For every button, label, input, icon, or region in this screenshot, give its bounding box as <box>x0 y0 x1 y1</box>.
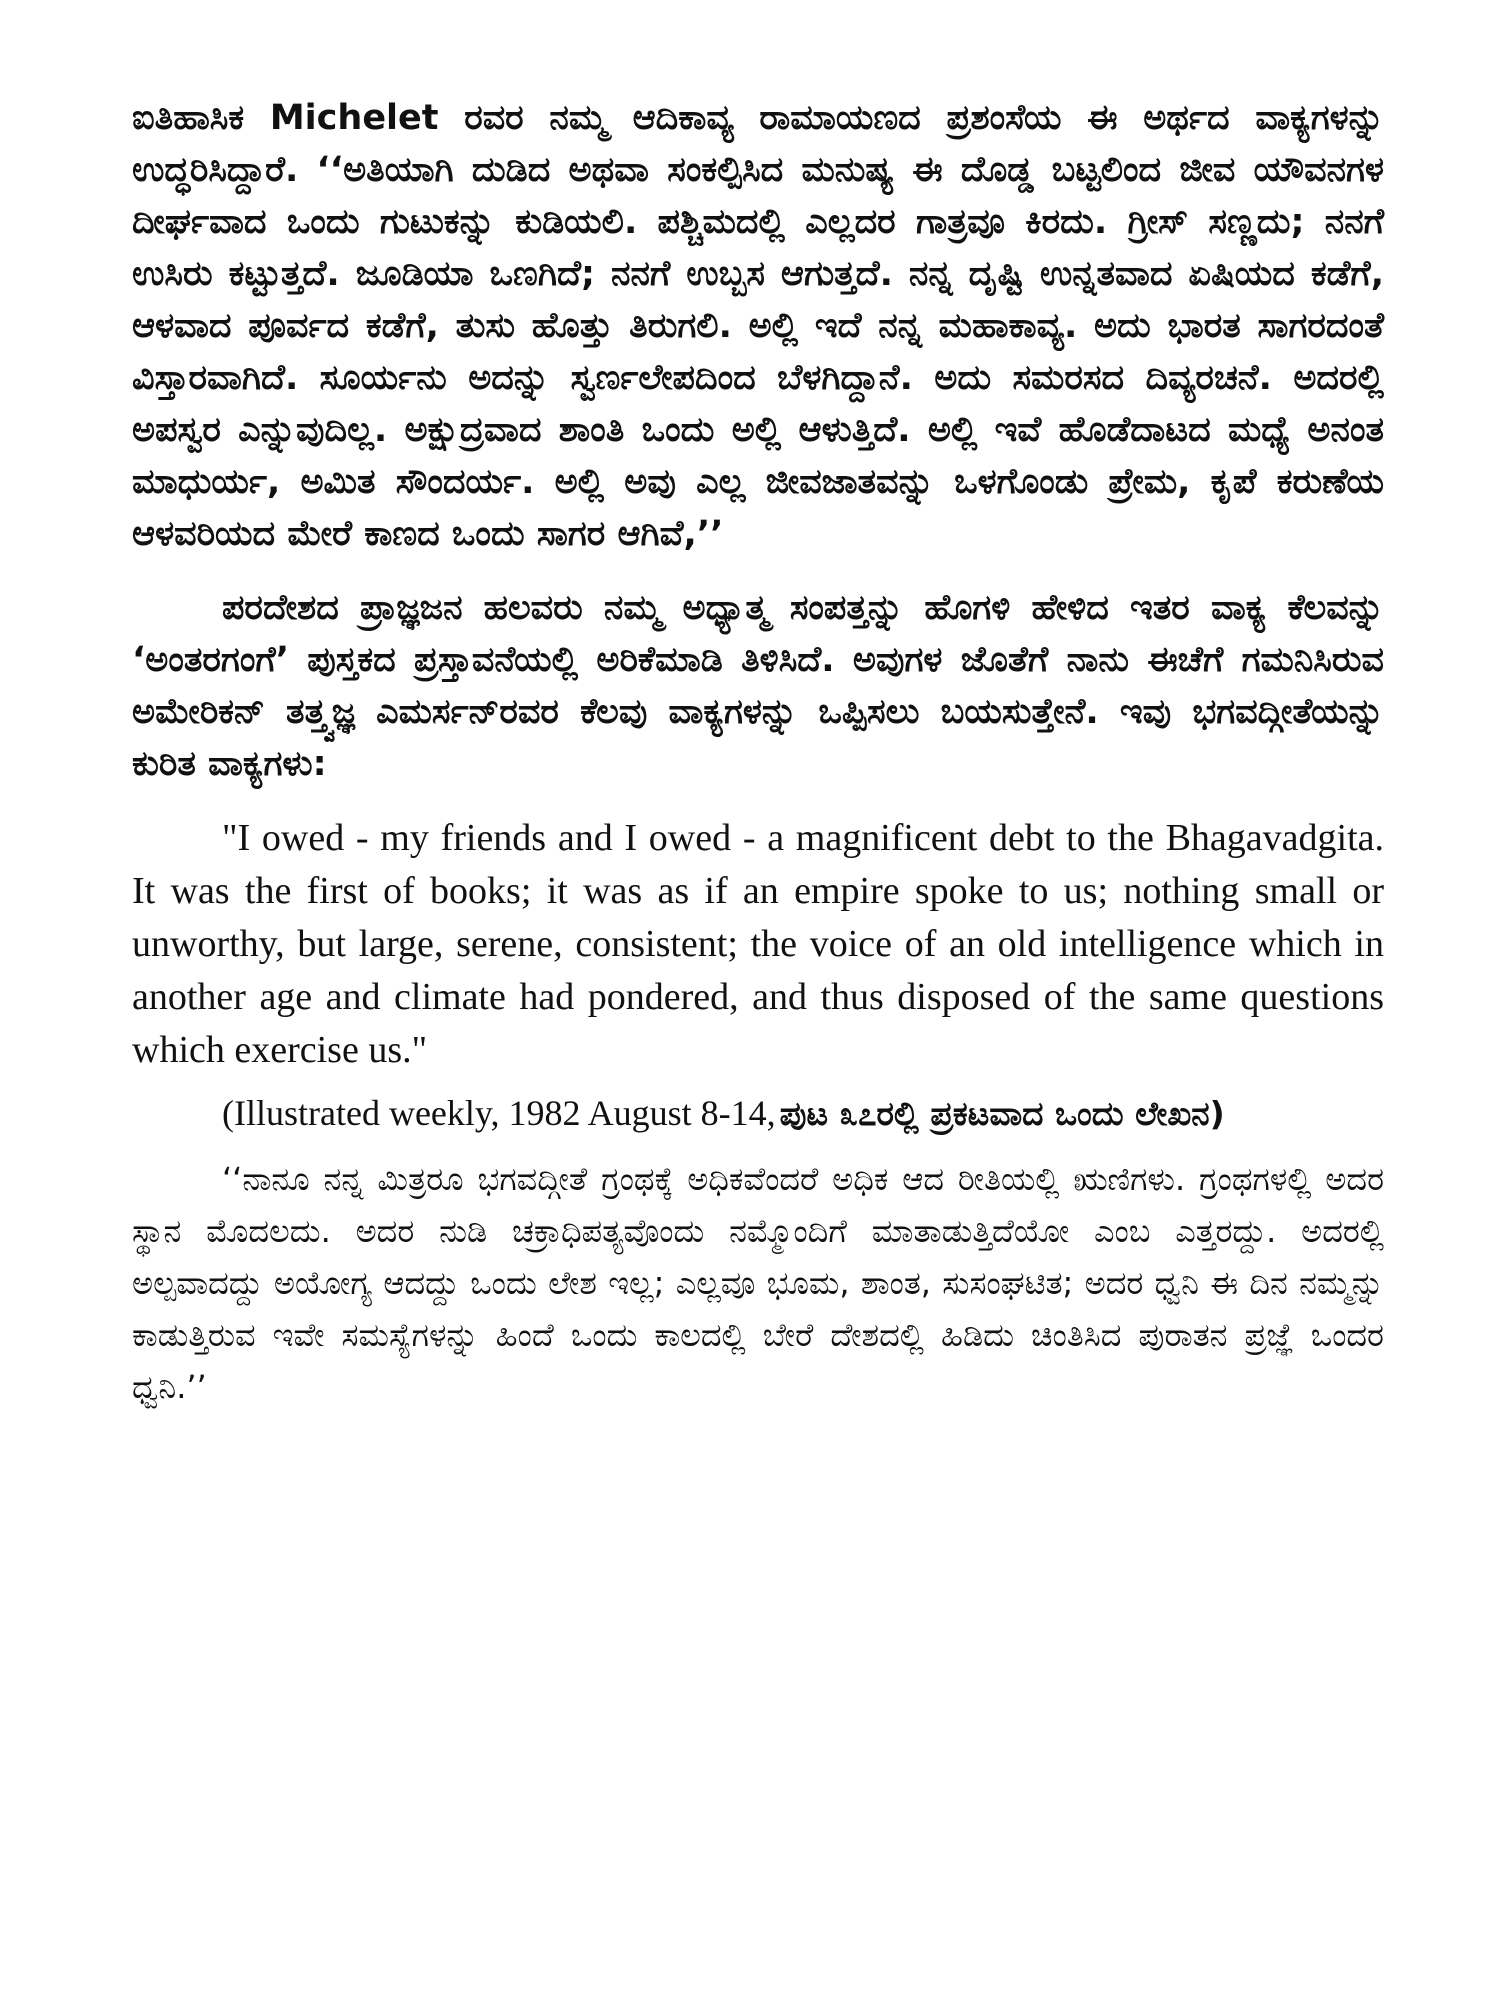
citation-source-english: (Illustrated weekly, 1982 August 8-14, <box>222 1093 776 1133</box>
paragraph-emerson-english-quote: "I owed - my friends and I owed - a magnificent debt to the Bhagavadgita. It was the first of books; it was as if an empire spoke to us; nothing small or unworthy, but large, serene, consistent; the voice of an old intelligence which in another age and climate had pondered, and thus disposed of the same questions which exercise us." <box>132 817 1384 1071</box>
citation-line <box>132 1087 1384 1147</box>
paragraph-michelet-quote: ಐತಿಹಾಸಿಕ Michelet ರವರ ನಮ್ಮ ಆದಿಕಾವ್ಯ ರಾಮಾಯಣದ ಪ್ರಶಂಸೆಯ ಈ ಅರ್ಥದ ವಾಕ್ಯಗಳನ್ನು ಉದ್ಧರಿಸಿದ್ದಾರೆ. ‘‘ಅತಿಯಾಗಿ ದುಡಿದ ಅಥವಾ ಸಂಕಲ್ಪಿಸಿದ ಮನುಷ್ಯ ಈ ದೊಡ್ಡ ಬಟ್ಟಲಿಂದ ಜೀವ ಯೌವನಗಳ ದೀರ್ಘವಾದ ಒಂದು ಗುಟುಕನ್ನು ಕುಡಿಯಲಿ. ಪಶ್ಚಿಮದಲ್ಲಿ ಎಲ್ಲದರ ಗಾತ್ರವೂ ಕಿರದು. ಗ್ರೀಸ್ ಸಣ್ಣದು; ನನಗೆ ಉಸಿರು ಕಟ್ಟುತ್ತದೆ. ಜೂಡಿಯಾ ಒಣಗಿದೆ; ನನಗೆ ಉಬ್ಬಸ ಆಗುತ್ತದೆ. ನನ್ನ ದೃಷ್ಟಿ ಉನ್ನತವಾದ ಏಷಿಯದ ಕಡೆಗೆ, ಆಳವಾದ ಪೂರ್ವದ ಕಡೆಗೆ, ತುಸು ಹೊತ್ತು ತಿರುಗಲಿ. ಅಲ್ಲಿ ಇದೆ ನನ್ನ ಮಹಾಕಾವ್ಯ. ಅದು ಭಾರತ ಸಾಗರದಂತೆ ವಿಸ್ತಾರವಾಗಿದೆ. ಸೂರ್ಯನು ಅದನ್ನು ಸ್ವರ್ಣಲೇಪದಿಂದ ಬೆಳಗಿದ್ದಾನೆ. ಅದು ಸಮರಸದ ದಿವ್ಯರಚನೆ. ಅದರಲ್ಲಿ ಅಪಸ್ವರ ಎನ್ನುವುದಿಲ್ಲ. ಅಕ್ಷುದ್ರವಾದ ಶಾಂತಿ ಒಂದು ಅಲ್ಲಿ ಆಳುತ್ತಿದೆ. ಅಲ್ಲಿ ಇವೆ ಹೊಡೆದಾಟದ ಮಧ್ಯೆ ಅನಂತ ಮಾಧುರ್ಯ, ಅಮಿತ ಸೌಂದರ್ಯ. ಅಲ್ಲಿ ಅವು ಎಲ್ಲ ಜೀವಜಾತವನ್ನು ಒಳಗೊಂಡು ಪ್ರೇಮ, ಕೃಪೆ ಕರುಣೆಯ ಆಳವರಿಯದ ಮೇರೆ ಕಾಣದ ಒಂದು ಸಾಗರ ಆಗಿವೆ,’’ <box>132 98 1384 554</box>
paragraph-emerson-kannada-translation: ‘‘ನಾನೂ ನನ್ನ ಮಿತ್ರರೂ ಭಗವದ್ಗೀತೆ ಗ್ರಂಥಕ್ಕೆ ಅಧಿಕವೆಂದರೆ ಅಧಿಕ ಆದ ರೀತಿಯಲ್ಲಿ ಋಣಿಗಳು. ಗ್ರಂಥಗಳಲ್ಲಿ ಅದರ ಸ್ಥಾನ ಮೊದಲದು. ಅದರ ನುಡಿ ಚಕ್ರಾಧಿಪತ್ಯವೊಂದು ನಮ್ಮೊಂದಿಗೆ ಮಾತಾಡುತ್ತಿದೆಯೋ ಎಂಬ ಎತ್ತರದ್ದು. ಅದರಲ್ಲಿ ಅಲ್ಪವಾದದ್ದು ಅಯೋಗ್ಯ ಆದದ್ದು ಒಂದು ಲೇಶ ಇಲ್ಲ; ಎಲ್ಲವೂ ಭೂಮ, ಶಾಂತ, ಸುಸಂಘಟಿತ; ಅದರ ಧ್ವನಿ ಈ ದಿನ ನಮ್ಮನ್ನು ಕಾಡುತ್ತಿರುವ ಇವೇ ಸಮಸ್ಯೆಗಳನ್ನು ಹಿಂದೆ ಒಂದು ಕಾಲದಲ್ಲಿ ಬೇರೆ ದೇಶದಲ್ಲಿ ಹಿಡಿದು ಚಿಂತಿಸಿದ ಪುರಾತನ ಪ್ರಜ್ಞೆ ಒಂದರ ಧ್ವನಿ.’’ <box>132 1160 1384 1406</box>
document-page <box>132 92 1384 1413</box>
paragraph-foreign-scholars: ಪರದೇಶದ ಪ್ರಾಜ್ಞಜನ ಹಲವರು ನಮ್ಮ ಅಧ್ಯಾತ್ಮ ಸಂಪತ್ತನ್ನು ಹೊಗಳಿ ಹೇಳಿದ ಇತರ ವಾಕ್ಯ ಕೆಲವನ್ನು ‘ಅಂತರಗಂಗೆ’ ಪುಸ್ತಕದ ಪ್ರಸ್ತಾವನೆಯಲ್ಲಿ ಅರಿಕೆಮಾಡಿ ತಿಳಿಸಿದೆ. ಅವುಗಳ ಜೊತೆಗೆ ನಾನು ಈಚೆಗೆ ಗಮನಿಸಿರುವ ಅಮೇರಿಕನ್ ತತ್ತ್ವಜ್ಞ ಎಮರ್ಸನ್‌ರವರ ಕೆಲವು ವಾಕ್ಯಗಳನ್ನು ಒಪ್ಪಿಸಲು ಬಯಸುತ್ತೇನೆ. ಇವು ಭಗವದ್ಗೀತೆಯನ್ನು ಕುರಿತ ವಾಕ್ಯಗಳು: <box>132 588 1384 784</box>
citation-source-kannada: ಪುಟ ೩೭ರಲ್ಲಿ ಪ್ರಕಟವಾದ ಒಂದು ಲೇಖನ) <box>779 1094 1225 1133</box>
